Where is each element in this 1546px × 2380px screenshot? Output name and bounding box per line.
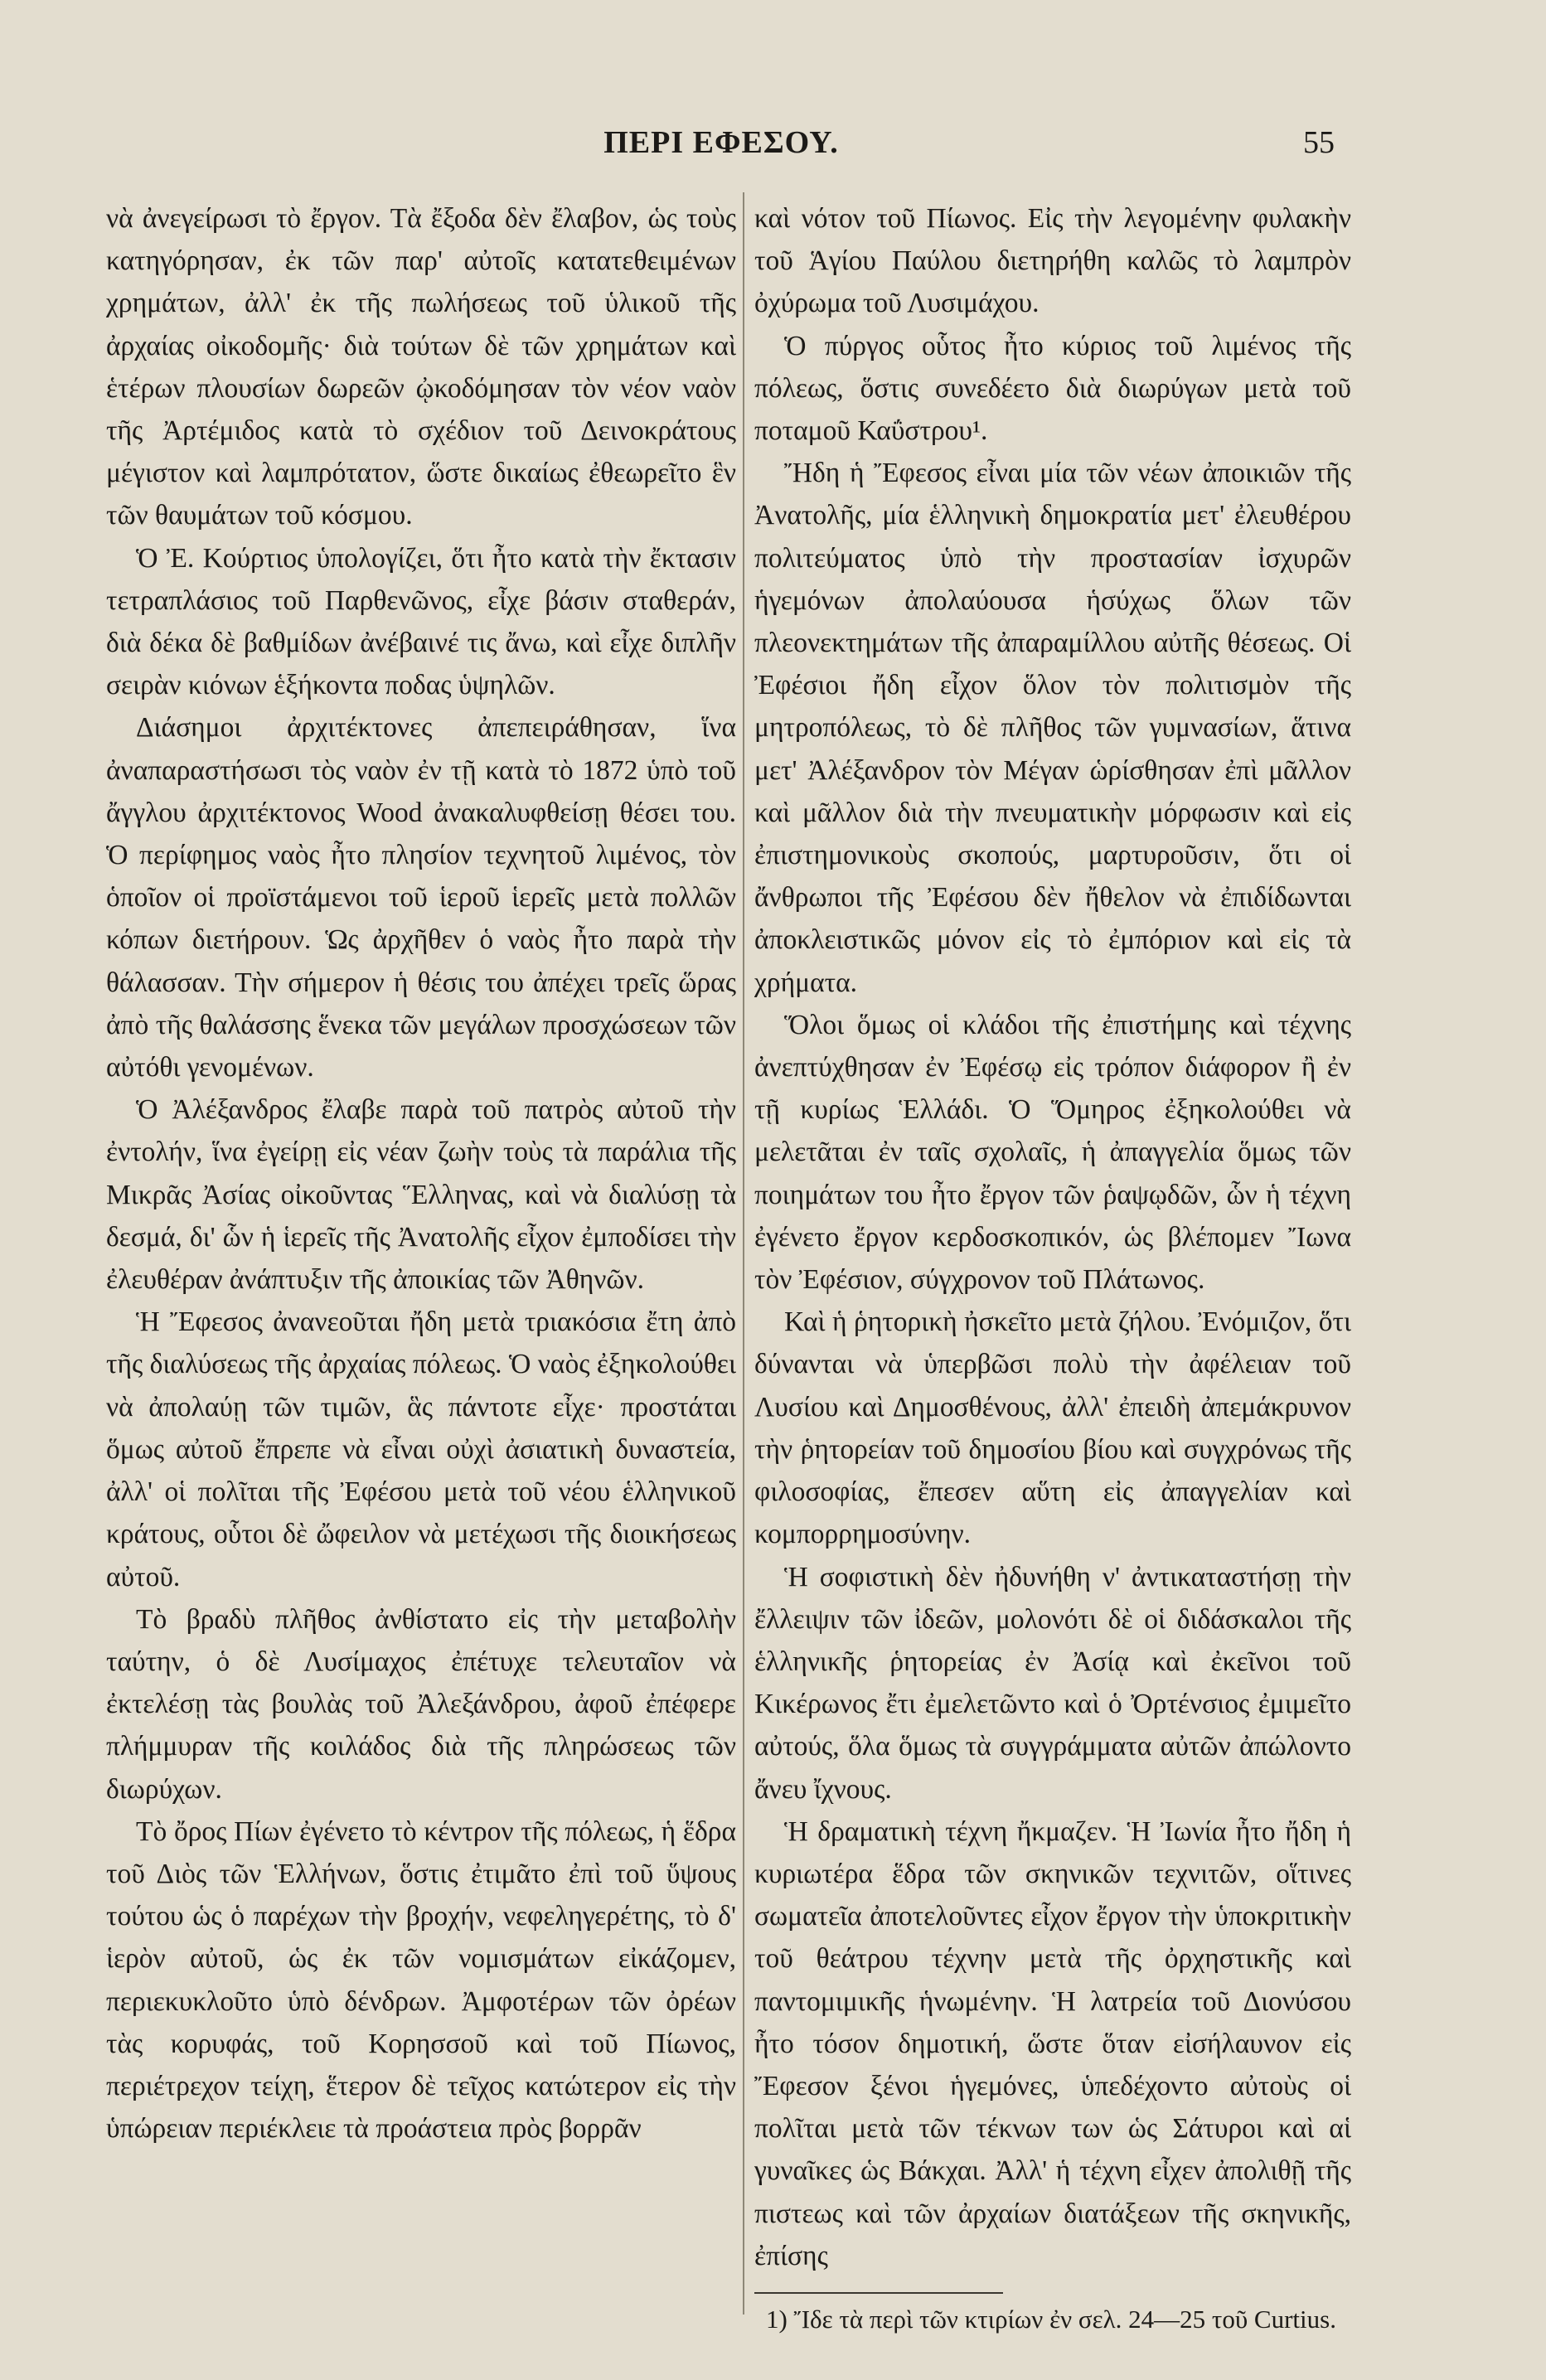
paragraph: Ὁ Ἀλέξανδρος ἔλαβε παρὰ τοῦ πατρὸς αὐτοῦ τὴν ἐντολήν, ἵνα ἐγείρῃ εἰς νέαν ζωὴν τοὺς τὰ παράλια τῆς Μικρᾶς Ἀσίας οἰκοῦντας Ἕλληνας, καὶ νὰ διαλύσῃ τὰ δεσμά, δι' ὧν ἡ ἱερεῖς τῆς Ἀνατολῆς εἶχον ἐμποδίσει τὴν ἐλευθέραν ἀνάπτυξιν τῆς ἀποικίας τῶν Ἀθηνῶν.	[106, 1094, 736, 1296]
paragraph: Ὁ Ἐ. Κούρτιος ὑπολογίζει, ὅτι ἦτο κατὰ τὴν ἔκτασιν τετραπλάσιος τοῦ Παρθενῶνος, εἶχε βάσιν σταθεράν, διὰ δέκα δὲ βαθμίδων ἀνέβαινέ τις ἄνω, καὶ εἶχε διπλῆν σειρὰν κιόνων ἑξήκοντα ποδας ὑψηλῶν.	[106, 542, 736, 701]
running-head	[108, 124, 1335, 174]
page-number: 55	[1303, 125, 1335, 160]
left-column	[106, 197, 736, 2150]
paragraph: Καὶ ἡ ῥητορικὴ ἠσκεῖτο μετὰ ζήλου. Ἐνόμιζον, ὅτι δύνανται νὰ ὑπερβῶσι πολὺ τὴν ἀφέλειαν τοῦ Λυσίου καὶ Δημοσθένους, ἀλλ' ἐπειδὴ ἀπεμάκρυνον τὴν ῥητορείαν τοῦ δημοσίου βίου καὶ συγχρόνως τῆς φιλοσοφίας, ἔπεσεν αὕτη εἰς ἀπαγγελίαν καὶ κομπορρημοσύνην.	[754, 1306, 1351, 1550]
paragraph: Ἡ σοφιστικὴ δὲν ἠδυνήθη ν' ἀντικαταστήσῃ τὴν ἔλλειψιν τῶν ἰδεῶν, μολονότι δὲ οἱ διδάσκαλοι τῆς ἑλληνικῆς ῥητορείας ἐν Ἀσίᾳ καὶ ἐκεῖνοι τοῦ Κικέρωνος ἔτι ἐμελετῶντο καὶ ὁ Ὀρτένσιος ἐμιμεῖτο αὐτούς, ὅλα ὅμως τὰ συγγράμματα αὐτῶν ἀπώλοντο ἄνευ ἴχνους.	[754, 1561, 1351, 1805]
paragraph: Τὸ ὄρος Πίων ἐγένετο τὸ κέντρον τῆς πόλεως, ἡ ἕδρα τοῦ Διὸς τῶν Ἑλλήνων, ὅστις ἐτιμᾶτο ἐπὶ τοῦ ὕψους τούτου ὡς ὁ παρέχων τὴν βροχήν, νεφεληγερέτης, τὸ δ' ἱερὸν αὐτοῦ, ὡς ἐκ τῶν νομισμάτων εἰκάζομεν, περιεκυκλοῦτο ὑπὸ δένδρων. Ἀμφοτέρων τῶν ὀρέων τὰς κορυφάς, τοῦ Κορησσοῦ καὶ τοῦ Πίωνος, περιέτρεχον τείχη, ἕτερον δὲ τεῖχος κατώτερον εἰς τὴν ὑπώρειαν περιέκλειε τὰ προάστεια πρὸς βορρᾶν	[106, 1815, 736, 2145]
paragraph: Ὁ πύργος οὗτος ἦτο κύριος τοῦ λιμένος τῆς πόλεως, ὅστις συνεδέετο διὰ διωρύγων μετὰ τοῦ ποταμοῦ Καΰστρου¹.	[754, 330, 1351, 447]
paragraph: Ἡ δραματικὴ τέχνη ἤκμαζεν. Ἡ Ἰωνία ἦτο ἤδη ἡ κυριωτέρα ἕδρα τῶν σκηνικῶν τεχνιτῶν, οἵτινες σωματεῖα ἀποτελοῦντες εἶχον ἔργον τὴν ὑποκριτικὴν τοῦ θεάτρου τέχνην μετὰ τῆς ὀρχηστικῆς καὶ παντομιμικῆς ἡνωμένην. Ἡ λατρεία τοῦ Διονύσου ἦτο τόσον δημοτική, ὥστε ὅταν εἰσήλαυνον εἰς Ἔφεσον ξένοι ἡγεμόνες, ὑπεδέχοντο αὐτοὺς οἱ πολῖται μετὰ τῶν τέκνων των ὡς Σάτυροι καὶ αἱ γυναῖκες ὡς Βάκχαι. Ἀλλ' ἡ τέχνη εἶχεν ἀπολιθῇ τῆς πιστεως καὶ τῶν ἀρχαίων διατάξεων τῆς σκηνικῆς, ἐπίσης	[754, 1815, 1351, 2271]
footnote-divider	[754, 2292, 1003, 2294]
paragraph: καὶ νότον τοῦ Πίωνος. Εἰς τὴν λεγομένην φυλακὴν τοῦ Ἁγίου Παύλου διετηρήθη καλῶς τὸ λαμπρὸν ὀχύρωμα τοῦ Λυσιμάχου.	[754, 203, 1351, 319]
right-column	[754, 197, 1351, 2339]
paragraph: Τὸ βραδὺ πλῆθος ἀνθίστατο εἰς τὴν μεταβολὴν ταύτην, ὁ δὲ Λυσίμαχος ἐπέτυχε τελευταῖον νὰ ἐκτελέσῃ τὰς βουλὰς τοῦ Ἀλεξάνδρου, ἀφοῦ ἐπέφερε πλήμμυραν τῆς κοιλάδος διὰ τῆς πληρώσεως τῶν διωρύχων.	[106, 1603, 736, 1805]
paragraph: Ἡ Ἔφεσος ἀνανεοῦται ἤδη μετὰ τριακόσια ἔτη ἀπὸ τῆς διαλύσεως τῆς ἀρχαίας πόλεως. Ὁ ναὸς ἐξηκολούθει νὰ ἀπολαύῃ τῶν τιμῶν, ἃς πάντοτε εἶχε· προστάται ὅμως αὐτοῦ ἔπρεπε νὰ εἶναι οὐχὶ ἀσιατικὴ δυναστεία, ἀλλ' οἱ πολῖται τῆς Ἐφέσου μετὰ τοῦ νέου ἑλληνικοῦ κράτους, οὗτοι δὲ ὤφειλον νὰ μετέχωσι τῆς διοικήσεως αὐτοῦ.	[106, 1306, 736, 1592]
paragraph: νὰ ἀνεγείρωσι τὸ ἔργον. Τὰ ἔξοδα δὲν ἔλαβον, ὡς τοὺς κατηγόρησαν, ἐκ τῶν παρ' αὐτοῖς κατατεθειμένων χρημάτων, ἀλλ' ἐκ τῆς πωλήσεως τοῦ ὑλικοῦ τῆς ἀρχαίας οἰκοδομῆς· διὰ τούτων δὲ τῶν χρημάτων καὶ ἑτέρων πλουσίων δωρεῶν ᾠκοδόμησαν τὸν νέον ναὸν τῆς Ἀρτέμιδος κατὰ τὸ σχέδιον τοῦ Δεινοκράτους μέγιστον καὶ λαμπρότατον, ὥστε δικαίως ἐθεωρεῖτο ἓν τῶν θαυμάτων τοῦ κόσμου.	[106, 203, 736, 531]
footnote: 1) Ἴδε τὰ περὶ τῶν κτιρίων ἐν σελ. 24—25 τοῦ Curtius.	[766, 2304, 1336, 2334]
running-title: ΠΕΡΙ ΕΦΕΣΟΥ.	[603, 125, 839, 160]
paragraph: Ὅλοι ὅμως οἱ κλάδοι τῆς ἐπιστήμης καὶ τέχνης ἀνεπτύχθησαν ἐν Ἐφέσῳ εἰς τρόπον διάφορον ἢ ἐν τῇ κυρίως Ἑλλάδι. Ὁ Ὅμηρος ἐξηκολούθει νὰ μελετᾶται ἐν ταῖς σχολαῖς, ἡ ἀπαγγελία ὅμως τῶν ποιημάτων του ἦτο ἔργον τῶν ῥαψῳδῶν, ὧν ἡ τέχνη ἐγένετο ἔργον κερδοσκοπικόν, ὡς βλέπομεν Ἴωνα τὸν Ἐφέσιον, σύγχρονον τοῦ Πλάτωνος.	[754, 1009, 1351, 1296]
paragraph: Διάσημοι ἀρχιτέκτονες ἀπεπειράθησαν, ἵνα ἀναπαραστήσωσι τὸς ναὸν ἐν τῇ κατὰ τὸ 1872 ὑπὸ τοῦ ἄγγλου ἀρχιτέκτονος Wood ἀνακαλυφθείσῃ θέσει του. Ὁ περίφημος ναὸς ἦτο πλησίον τεχνητοῦ λιμένος, τὸν ὁποῖον οἱ προϊστάμενοι τοῦ ἱεροῦ ἱερεῖς μετὰ πολλῶν κόπων διετήρουν. Ὡς ἀρχῆθεν ὁ ναὸς ἦτο παρὰ τὴν θάλασσαν. Τὴν σήμερον ἡ θέσις του ἀπέχει τρεῖς ὥρας ἀπὸ τῆς θαλάσσης ἕνεκα τῶν μεγάλων προσχώσεων τῶν αὐτόθι γενομένων.	[106, 712, 736, 1083]
column-divider	[743, 192, 744, 2315]
paragraph: Ἤδη ἡ Ἔφεσος εἶναι μία τῶν νέων ἀποικιῶν τῆς Ἀνατολῆς, μία ἑλληνικὴ δημοκρατία μετ' ἐλευθέρου πολιτεύματος ὑπὸ τὴν προστασίαν ἰσχυρῶν ἡγεμόνων ἀπολαύουσα ἡσύχως ὅλων τῶν πλεονεκτημάτων τῆς ἀπαραμίλλου αὐτῆς θέσεως. Οἱ Ἐφέσιοι ἤδη εἶχον ὅλον τὸν πολιτισμὸν τῆς μητροπόλεως, τὸ δὲ πλῆθος τῶν γυμνασίων, ἅτινα μετ' Ἀλέξανδρον τὸν Μέγαν ὡρίσθησαν ἐπὶ μᾶλλον καὶ μᾶλλον διὰ τὴν πνευματικὴν μόρφωσιν καὶ εἰς ἐπιστημονικοὺς σκοπούς, μαρτυροῦσιν, ὅτι οἱ ἄνθρωποι τῆς Ἐφέσου δὲν ἤθελον νὰ ἐπιδίδωνται ἀποκλειστικῶς μόνον εἰς τὸ ἐμπόριον καὶ εἰς τὰ χρήματα.	[754, 458, 1351, 998]
